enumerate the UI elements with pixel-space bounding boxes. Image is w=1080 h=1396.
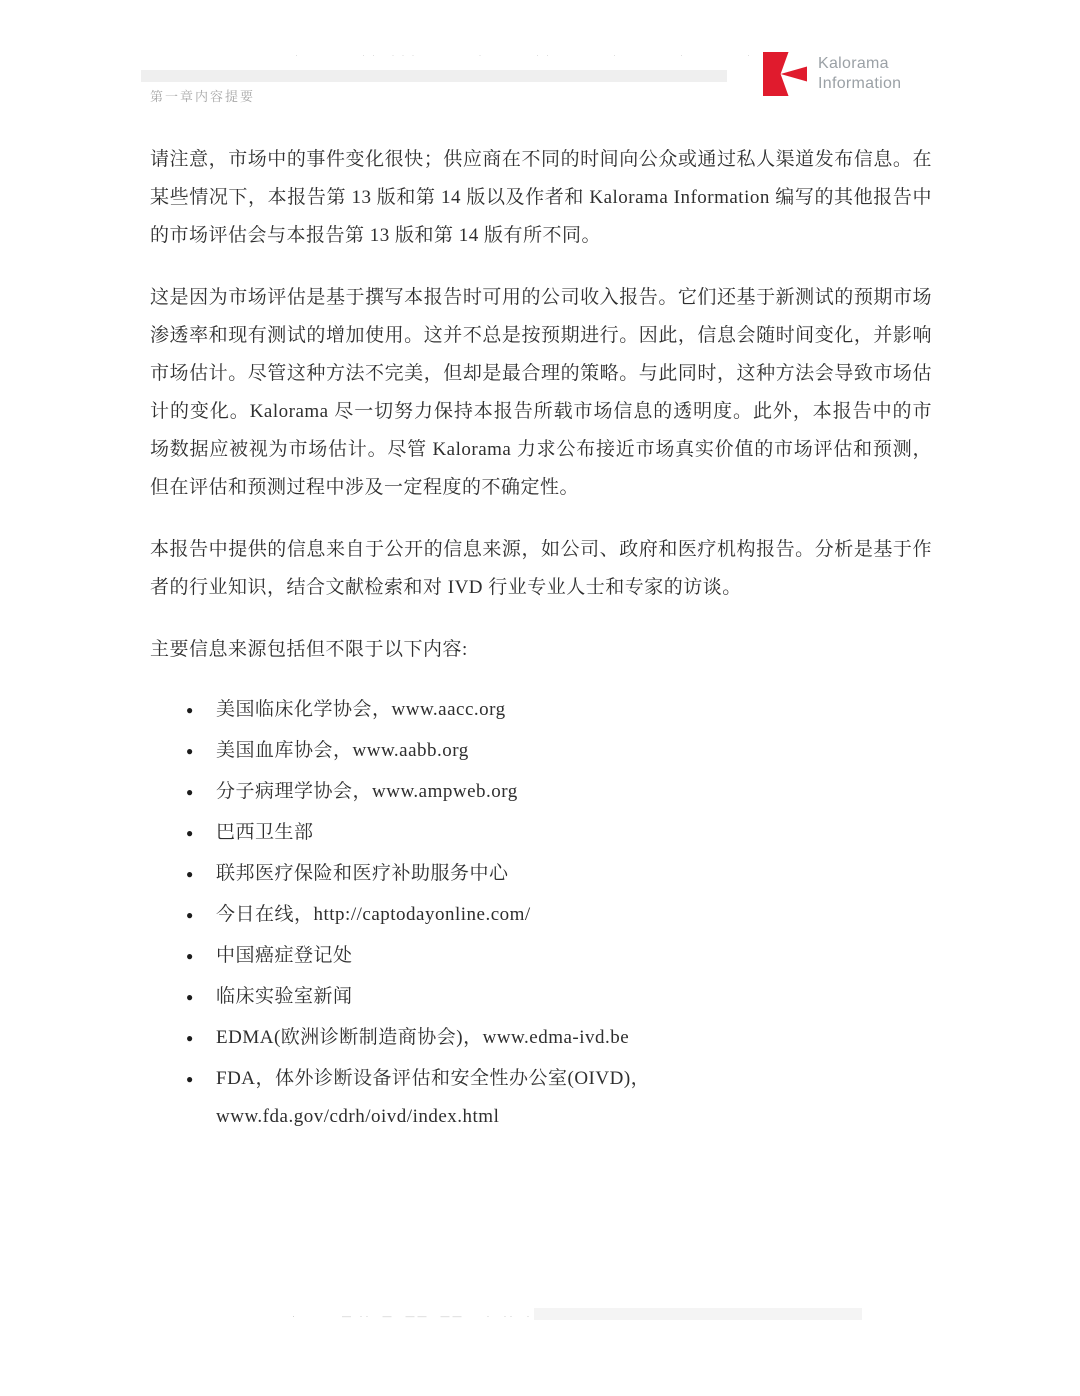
source-item-text: EDMA(欧洲诊断制造商协会)，www.edma-ivd.be	[216, 1027, 630, 1048]
bullet-icon: ●	[186, 949, 194, 963]
header-divider-bar	[141, 70, 727, 82]
source-list-item	[186, 896, 932, 934]
bullet-icon: ●	[186, 1031, 194, 1045]
logo-text-line2: Information	[818, 75, 902, 92]
bullet-icon: ●	[186, 826, 194, 840]
source-item-text: 美国临床化学协会，www.aacc.org	[216, 699, 506, 720]
source-list-item	[186, 937, 932, 975]
source-list-item	[186, 732, 932, 770]
footer-faded-bar	[534, 1308, 862, 1320]
source-list-item	[186, 855, 932, 893]
bullet-icon: ●	[186, 1072, 194, 1086]
bullet-icon: ●	[186, 744, 194, 758]
source-list-item	[186, 1060, 932, 1136]
information-sources-list	[150, 691, 932, 1136]
faded-header-text: · ·· ··· · ·· · · ·	[295, 50, 757, 60]
bullet-icon: ●	[186, 785, 194, 799]
bullet-icon: ●	[186, 990, 194, 1004]
source-item-text: 美国血库协会，www.aabb.org	[216, 740, 469, 761]
source-list-item	[186, 691, 932, 729]
source-list-item	[186, 978, 932, 1016]
source-list-item	[186, 1019, 932, 1057]
body-paragraph-2: 这是因为市场评估是基于撰写本报告时可用的公司收入报告。它们还基于新测试的预期市场渗透率和现有测试的增加使用。这并不总是按预期进行。因此，信息会随时间变化，并影响市场估计。尽管这种方法不完美，但却是最合理的策略。与此同时，这种方法会导致市场估计的变化。Kalorama 尽一切努力保持本报告所载市场信息的透明度。此外，本报告中的市场数据应被视为市场估计。尽管 Kalorama 力求公布接近市场真实价值的市场评估和预测，但在评估和预测过程中涉及一定程度的不确定性。	[150, 287, 932, 498]
body-paragraph-1: 请注意，市场中的事件变化很快；供应商在不同的时间向公众或通过私人渠道发布信息。在某些情况下，本报告第 13 版和第 14 版以及作者和 Kalorama Information 编写的其他报告中的市场评估会与本报告第 13 版和第 14 版有所不同。	[150, 149, 932, 246]
source-list-item	[186, 814, 932, 852]
source-item-text: 今日在线，http://captodayonline.com/	[216, 904, 531, 925]
source-item-text: 临床实验室新闻	[216, 986, 353, 1007]
bullet-icon: ●	[186, 703, 194, 717]
kalorama-logo-icon	[763, 52, 807, 96]
logo-text-line1: Kalorama	[818, 55, 889, 72]
chapter-header-label: 第一章内容提要	[150, 89, 256, 104]
source-list-item	[186, 773, 932, 811]
source-item-text: 中国癌症登记处	[216, 945, 353, 966]
source-item-text: 巴西卫生部	[216, 822, 314, 843]
document-body	[150, 141, 932, 1139]
kalorama-logo	[763, 52, 901, 96]
kalorama-logo-wordmark	[818, 52, 901, 94]
source-item-text: 联邦医疗保险和医疗补助服务中心	[216, 863, 509, 884]
source-item-text: 分子病理学协会，www.ampweb.org	[216, 781, 518, 802]
body-paragraph-3: 本报告中提供的信息来自于公开的信息来源，如公司、政府和医疗机构报告。分析是基于作者的行业知识，结合文献检索和对 IVD 行业专业人士和专家的访谈。	[150, 539, 932, 598]
bullet-icon: ●	[186, 908, 194, 922]
footer-faded-text: · ― ·· ― ―― ―― · ·· ·	[292, 1311, 533, 1321]
bullet-icon: ●	[186, 867, 194, 881]
sources-lead-in: 主要信息来源包括但不限于以下内容:	[150, 639, 468, 660]
source-item-text: FDA，体外诊断设备评估和安全性办公室(OIVD)，www.fda.gov/cdrh/oivd/index.html	[216, 1068, 651, 1127]
